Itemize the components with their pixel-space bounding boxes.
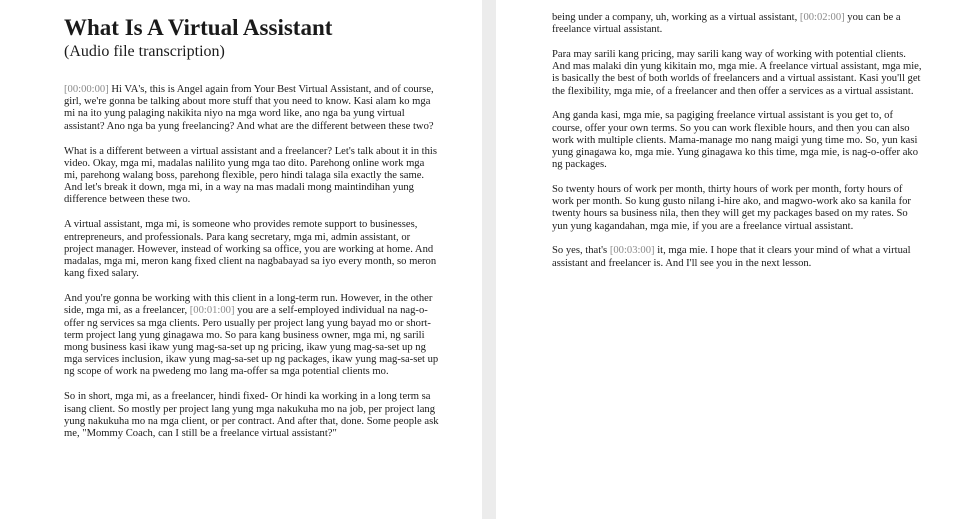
transcript-paragraph (552, 49, 924, 98)
transcript-paragraph (64, 293, 440, 378)
document-page-right (496, 0, 980, 519)
timestamp: [00:00:00] (64, 84, 109, 95)
paragraph-text: Ang ganda kasi, mga mie, sa pagiging freelance virtual assistant is you get to, of course, offer your own terms. So you can work flexible hours, and then you can also work with multiple clients. Mama-manage mo nang maigi yung time mo. So, yun kasi yung ginagawa ko, mga mie. Yung ginagawa ko this time, mga mie, is nag-o-offer ako ng packages. (552, 110, 918, 171)
paragraph-text: Para may sarili kang pricing, may sarili kang way of working with potential clients. And mas malaki din yung kikitain mo, mga mie. A freelance virtual assistant, mga mie, is basically the best of both worlds of freelancers and a virtual assistant. Kasi you'll get the flexibility, mga mie, of a freelancer and then offer a services as a virtual assistant. (552, 49, 922, 97)
paragraph-text: being under a company, uh, working as a virtual assistant, (552, 12, 800, 23)
paragraph-text: So yes, that's (552, 245, 610, 257)
document-page-left (0, 0, 482, 519)
paragraph-text: Hi VA's, this is Angel again from Your Best Virtual Assistant, and of course, girl, we're gonna be talking about more stuff that you need to know. Kasi alam ko mga mi na ito yung palaging nakikita niyo na mga word like, ano nga ba yung virtual assistant? Ano nga ba yung freelancing? And what are the different between these two? (64, 84, 434, 132)
transcript-paragraph (552, 184, 924, 233)
transcript-paragraph (64, 146, 440, 207)
paragraph-text: So twenty hours of work per month, thirty hours of work per month, forty hours of work per month. So kung gusto nilang i-hire ako, and magwo-work ako sa kanila for twenty hours sa business nila, then they will get my packages based on my rates. So yun yung kagandahan, mga mie, if you are a freelance virtual assistant. (552, 184, 911, 232)
timestamp: [00:01:00] (189, 305, 235, 317)
paragraph-text: you can be a freelance virtual assistant. (552, 12, 901, 36)
transcript-paragraph (552, 110, 924, 171)
timestamp: [00:02:00] (799, 12, 845, 23)
paragraph-text: A virtual assistant, mga mi, is someone who provides remote support to businesses, entrepreneurs, and professionals. Para kang secretary, mga mi, admin assistant, or project manager. However, instead of working sa office, you are working at home. And madalas, mga mi, meron kang fixed client na nagbabayad sa iyo every month, so meron kang fixed salary. (64, 219, 437, 280)
paragraph-text: So in short, mga mi, as a freelancer, hindi fixed- Or hindi ka working in a long term sa isang client. So mostly per project lang yung mga nakukuha mo na job, per project lang yung nakukuha mo na mga client, or per contract. And after that, done. Some people ask me, "Mommy Coach, can I still be a freelance virtual assistant?" (64, 391, 439, 440)
timestamp: [00:03:00] (609, 245, 655, 257)
document-subtitle: (Audio file transcription) (64, 43, 225, 60)
transcript-paragraph (64, 84, 440, 133)
transcript-paragraph (64, 391, 440, 440)
transcript-paragraph (552, 12, 924, 36)
paragraph-text: What is a different between a virtual assistant and a freelancer? Let's talk about it in this video. Okay, mga mi, madalas nalilito yung mga tao dito. Parehong online work mga mi, parehong walang boss, parehong flexible, pero hindi talaga sila exactly the same. And let's break it down, mga mi, in a way na mas madali mong maintindihan yung difference between these two. (64, 145, 437, 206)
paragraph-text: And you're gonna be working with this client in a long-term run. However, in the other side, mga mi, as a freelancer, (64, 293, 433, 317)
paragraph-text: it, mga mie. I hope that it clears your mind of what a virtual assistant and freelancer is. And I'll see you in the next lesson. (552, 245, 911, 269)
transcript-paragraph (552, 245, 924, 269)
paragraph-text: you are a self-employed individual na nag-o-offer ng services sa mga clients. Pero usually per project lang yung bayad mo or short-term project lang yung ginagawa mo. So para kang business owner, mga mi, ng sarili mong business kasi ikaw yung mag-sa-set up ng pricing, ikaw yung mag-sa-set up ng mga services inclusion, ikaw yung mag-sa-set up ng packages, ikaw yung mag-sa-set up ng scope of work na pwedeng mo lang ma-offer sa mga potential clients mo. (64, 305, 439, 378)
document-title: What Is A Virtual Assistant (64, 15, 333, 40)
transcript-paragraph (64, 219, 440, 280)
